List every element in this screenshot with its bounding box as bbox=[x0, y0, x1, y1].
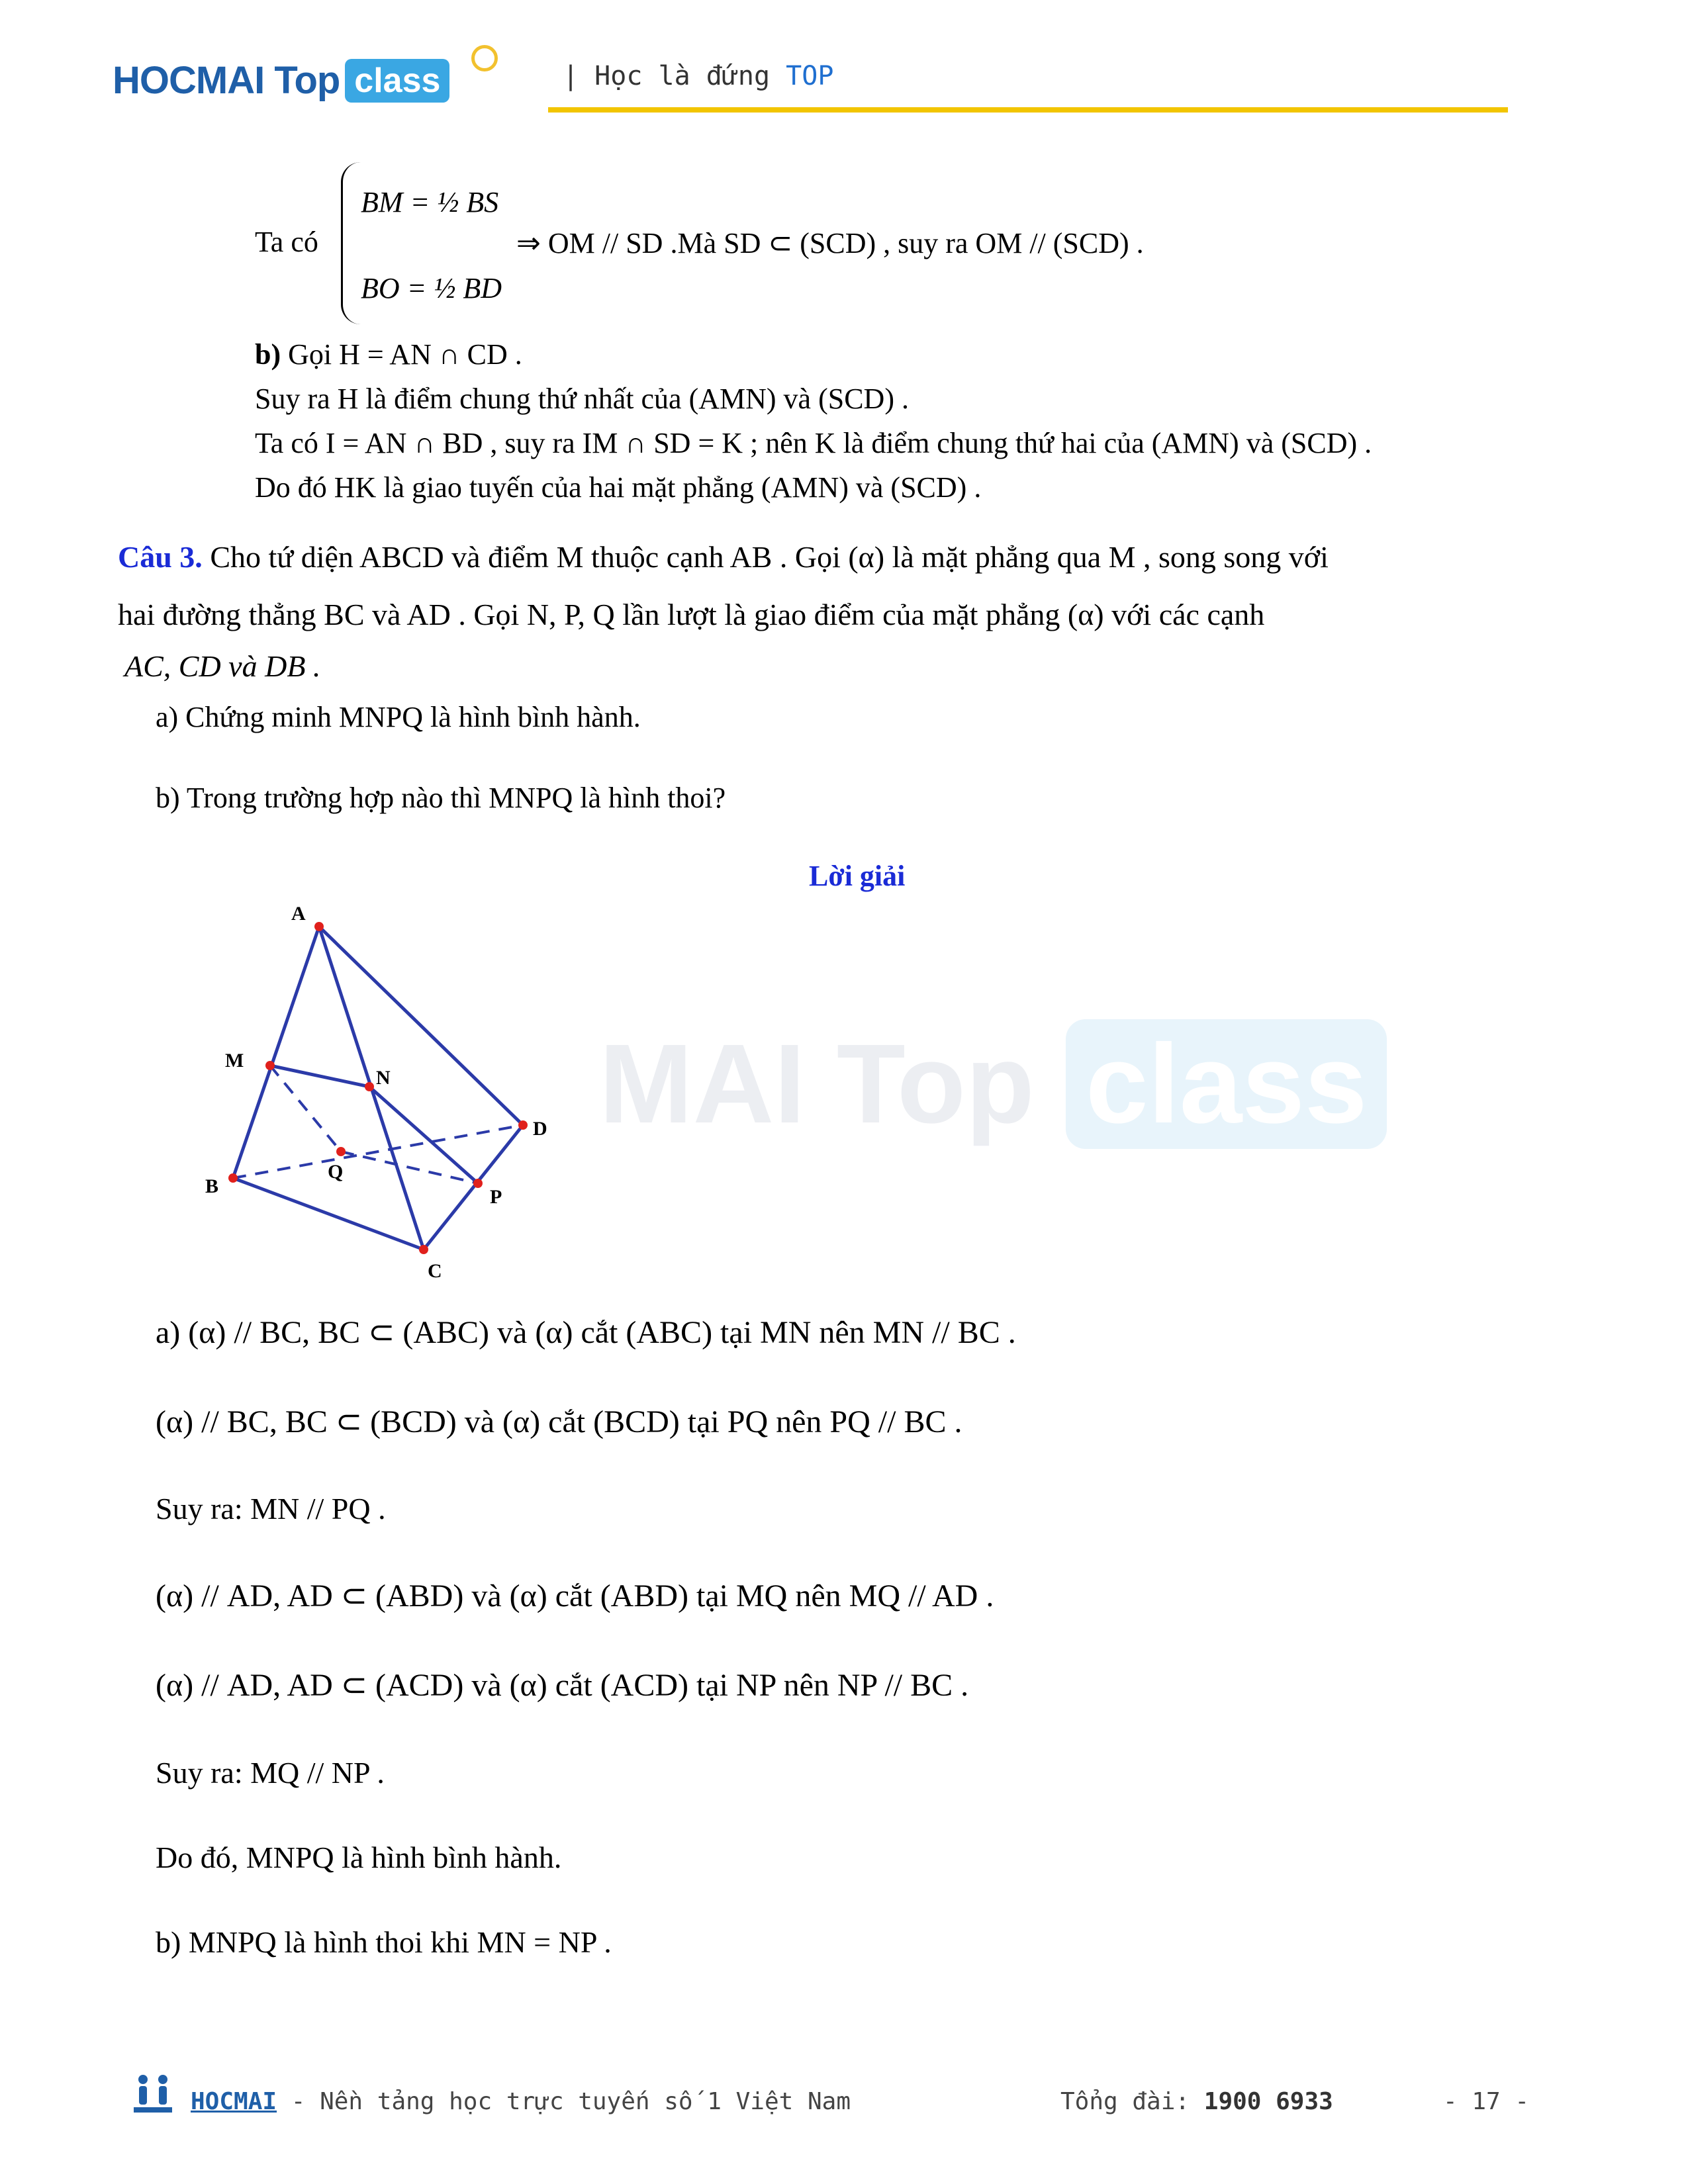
label-A: A bbox=[291, 903, 306, 925]
label-M: M bbox=[225, 1050, 244, 1071]
label-D: D bbox=[533, 1118, 547, 1140]
question-line-1 bbox=[118, 539, 1329, 574]
edge-BD-hidden bbox=[233, 1125, 523, 1178]
solution-line-5: (α) // AD, AD ⊂ (ACD) và (α) cắt (ACD) tại NP nên NP // BC . bbox=[156, 1668, 969, 1703]
header-tagline bbox=[563, 61, 833, 91]
ta-co-label: Ta có bbox=[255, 226, 318, 258]
logo-star-icon bbox=[471, 45, 498, 71]
header-divider bbox=[548, 107, 1508, 113]
footer-hotline-number: 1900 6933 bbox=[1203, 2088, 1333, 2115]
tagline-prefix: | Học là đứng bbox=[563, 61, 771, 91]
label-Q: Q bbox=[328, 1161, 344, 1183]
logo-text: HOCMAI Top bbox=[113, 59, 340, 102]
footer-brand-link[interactable]: HOCMAI bbox=[191, 2088, 277, 2115]
solution-line-2: (α) // BC, BC ⊂ (BCD) và (α) cắt (BCD) tại PQ nên PQ // BC . bbox=[156, 1404, 962, 1439]
label-N: N bbox=[376, 1067, 391, 1089]
question-label: Câu 3. bbox=[118, 540, 203, 574]
watermark-text: MAI Top bbox=[599, 1021, 1035, 1147]
question-part-b: b) Trong trường hợp nào thì MNPQ là hình thoi? bbox=[156, 782, 726, 814]
part-b-line-4: Do đó HK là giao tuyến của hai mặt phẳng (AMN) và (SCD) . bbox=[255, 471, 982, 504]
solution-line-6: Suy ra: MQ // NP . bbox=[156, 1756, 385, 1790]
footer-hotline-label: Tổng đài: bbox=[1060, 2088, 1190, 2115]
system-brace bbox=[341, 162, 363, 324]
footer-left bbox=[191, 2088, 851, 2115]
system-line-1: BM = ½ BS bbox=[361, 186, 499, 218]
hocmai-topclass-logo bbox=[113, 58, 449, 111]
question-text-1: Cho tứ diện ABCD và điểm M thuộc cạnh AB . Gọi (α) là mặt phẳng qua M , song song với bbox=[210, 540, 1329, 574]
label-P: P bbox=[490, 1186, 502, 1208]
point-N bbox=[365, 1082, 374, 1091]
part-b-line-2: Suy ra H là điểm chung thứ nhất của (AMN) và (SCD) . bbox=[255, 383, 909, 415]
part-b-line-1 bbox=[255, 338, 522, 371]
footer-hotline bbox=[1060, 2088, 1333, 2115]
system-line-2: BO = ½ BD bbox=[361, 272, 502, 304]
part-b-label: b) bbox=[255, 338, 281, 371]
label-B: B bbox=[205, 1175, 219, 1197]
solution-line-7: Do đó, MNPQ là hình bình hành. bbox=[156, 1841, 562, 1874]
footer-slogan: - Nền tảng học trực tuyến số 1 Việt Nam bbox=[277, 2088, 851, 2115]
segment-QP-hidden bbox=[341, 1152, 478, 1183]
hocmai-footer-icon bbox=[130, 2071, 176, 2118]
tetrahedron-figure bbox=[192, 900, 563, 1291]
label-C: C bbox=[428, 1260, 442, 1282]
tagline-top: TOP bbox=[786, 61, 834, 91]
part-b-line-3: Ta có I = AN ∩ BD , suy ra IM ∩ SD = K ; nên K là điểm chung thứ hai của (AMN) và (SCD) . bbox=[255, 427, 1372, 459]
question-line-2: hai đường thẳng BC và AD . Gọi N, P, Q lần lượt là giao điểm của mặt phẳng (α) với các cạnh bbox=[118, 598, 1265, 631]
conclusion-line: ⇒ OM // SD .Mà SD ⊂ (SCD) , suy ra OM // (SCD) . bbox=[516, 227, 1144, 259]
point-B bbox=[228, 1173, 238, 1183]
point-Q bbox=[336, 1147, 346, 1156]
question-line-3: AC, CD và DB . bbox=[124, 649, 321, 683]
point-P bbox=[473, 1179, 483, 1188]
question-part-a: a) Chứng minh MNPQ là hình bình hành. bbox=[156, 701, 641, 733]
point-C bbox=[419, 1245, 428, 1254]
solution-line-1: a) (α) // BC, BC ⊂ (ABC) và (α) cắt (ABC) tại MN nên MN // BC . bbox=[156, 1315, 1016, 1350]
edge-BC bbox=[233, 1178, 424, 1250]
page-number: - 17 - bbox=[1443, 2088, 1530, 2115]
watermark-class: class bbox=[1066, 1019, 1387, 1149]
point-M bbox=[265, 1061, 275, 1070]
point-A bbox=[314, 922, 324, 931]
logo-class-badge: class bbox=[345, 59, 449, 103]
part-b-text-1: Gọi H = AN ∩ CD . bbox=[288, 338, 522, 371]
solution-line-8: b) MNPQ là hình thoi khi MN = NP . bbox=[156, 1925, 612, 1959]
solution-line-4: (α) // AD, AD ⊂ (ABD) và (α) cắt (ABD) tại MQ nên MQ // AD . bbox=[156, 1578, 994, 1614]
watermark bbox=[599, 1019, 1387, 1149]
solution-line-3: Suy ra: MN // PQ . bbox=[156, 1492, 386, 1525]
point-D bbox=[518, 1120, 528, 1130]
edge-CD bbox=[424, 1125, 523, 1250]
edge-AB bbox=[233, 927, 319, 1178]
solution-title: Lời giải bbox=[809, 860, 906, 892]
